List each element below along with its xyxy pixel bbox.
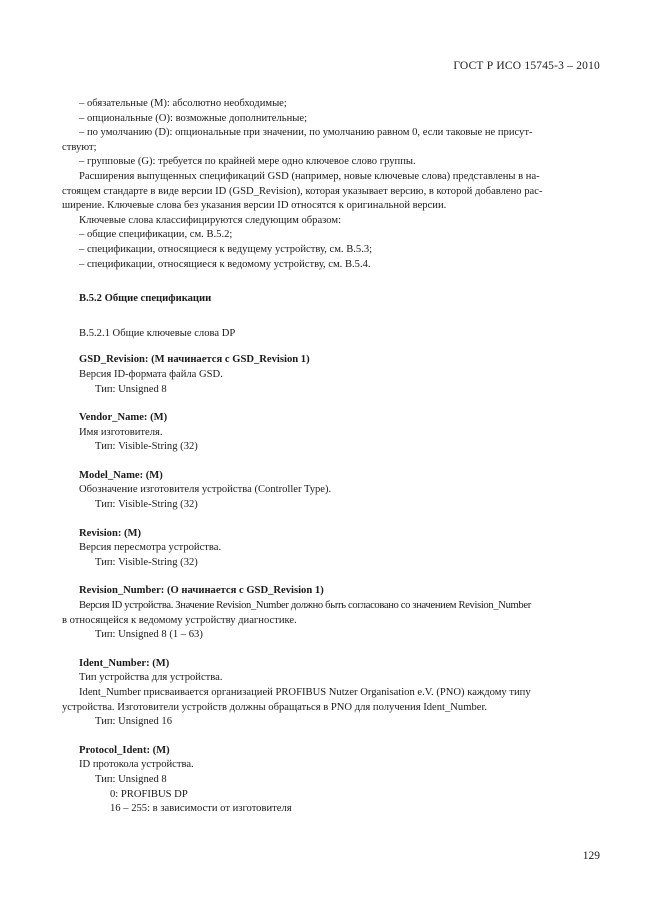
list-item: – спецификации, относящиеся к ведущему устройству, см. B.5.3;	[79, 243, 373, 255]
list-item: – по умолчанию (D): опциональные при значении, по умолчанию равном 0, если таковые не присут-	[79, 127, 533, 139]
entry-revision-number	[62, 584, 599, 642]
list-item: – обязательные (M): абсолютно необходимые;	[79, 98, 287, 109]
paragraph-line: Расширения выпущенных спецификаций GSD (например, новые ключевые слова) представлены в на-	[79, 170, 540, 182]
entry-note: Ident_Number присваивается организацией PROFIBUS Nutzer Organisation e.V. (PNO) каждому типу	[79, 687, 531, 698]
entry-protocol-ident	[62, 744, 599, 817]
entry-title: Ident_Number: (M)	[79, 657, 170, 669]
entry-title: Protocol_Ident: (M)	[79, 744, 170, 756]
entry-description: Версия пересмотра устройства.	[79, 542, 222, 554]
paragraph-line: Ключевые слова классифицируются следующим образом:	[79, 214, 342, 226]
page-number: 129	[582, 850, 600, 862]
entry-title: Vendor_Name: (M)	[79, 412, 168, 424]
page-body	[62, 97, 599, 817]
entry-model-name	[62, 469, 599, 513]
entry-title: Model_Name: (M)	[79, 469, 163, 481]
entry-value: 0: PROFIBUS DP	[110, 788, 188, 800]
list-item: – опциональные (O): возможные дополнительные;	[79, 112, 308, 124]
entry-description-continuation: в относящейся к ведомому устройству диагностике.	[62, 614, 297, 626]
entry-title: Revision_Number: (O начинается с GSD_Revision 1)	[79, 585, 324, 597]
entry-type: Тип: Visible-String (32)	[95, 499, 198, 511]
document-code: ГОСТ Р ИСО 15745-3 – 2010	[453, 60, 600, 72]
entry-type: Тип: Unsigned 8	[95, 773, 167, 785]
entry-type: Тип: Unsigned 16	[95, 716, 172, 728]
list-item: – спецификации, относящиеся к ведомому устройству, см. B.5.4.	[79, 258, 371, 270]
entry-note-continuation: устройства. Изготовители устройств должны обращаться в PNO для получения Ident_Number.	[62, 701, 488, 713]
subsection-heading: B.5.2.1 Общие ключевые слова DP	[79, 327, 236, 339]
entry-description: Обозначение изготовителя устройства (Controller Type).	[79, 484, 332, 496]
entry-type: Тип: Unsigned 8 (1 – 63)	[95, 629, 203, 641]
entry-type: Тип: Visible-String (32)	[95, 556, 198, 568]
entry-value: 16 – 255: в зависимости от изготовителя	[110, 803, 292, 815]
section-heading: B.5.2 Общие спецификации	[79, 293, 212, 305]
list-item: – групповые (G): требуется по крайней мере одно ключевое слово группы.	[79, 156, 416, 168]
entry-type: Тип: Unsigned 8	[95, 383, 167, 395]
entry-revision	[62, 527, 599, 571]
entry-description: Имя изготовителя.	[79, 426, 163, 438]
entry-description: Тип устройства для устройства.	[79, 672, 223, 684]
list-item: – общие спецификации, см. B.5.2;	[79, 229, 233, 241]
entry-description: Версия ID устройства. Значение Revision_Number должно быть согласовано со значением Revision_Number	[79, 600, 531, 612]
entry-gsd-revision	[62, 353, 599, 397]
list-item-continuation: ствуют;	[62, 141, 97, 153]
entry-description: ID протокола устройства.	[79, 759, 194, 771]
entry-vendor-name	[62, 411, 599, 455]
paragraph-line: стоящем стандарте в виде версии ID (GSD_Revision), которая указывает версию, в которой добавлено рас-	[62, 185, 543, 197]
paragraph-line: ширение. Ключевые слова без указания версии ID относятся к оригинальной версии.	[62, 200, 447, 212]
entry-ident-number	[62, 657, 599, 730]
entry-description: Версия ID-формата файла GSD.	[79, 368, 223, 380]
entry-title: GSD_Revision: (M начинается с GSD_Revision 1)	[79, 354, 310, 366]
entry-title: Revision: (M)	[79, 527, 142, 539]
entry-type: Тип: Visible-String (32)	[95, 441, 198, 453]
